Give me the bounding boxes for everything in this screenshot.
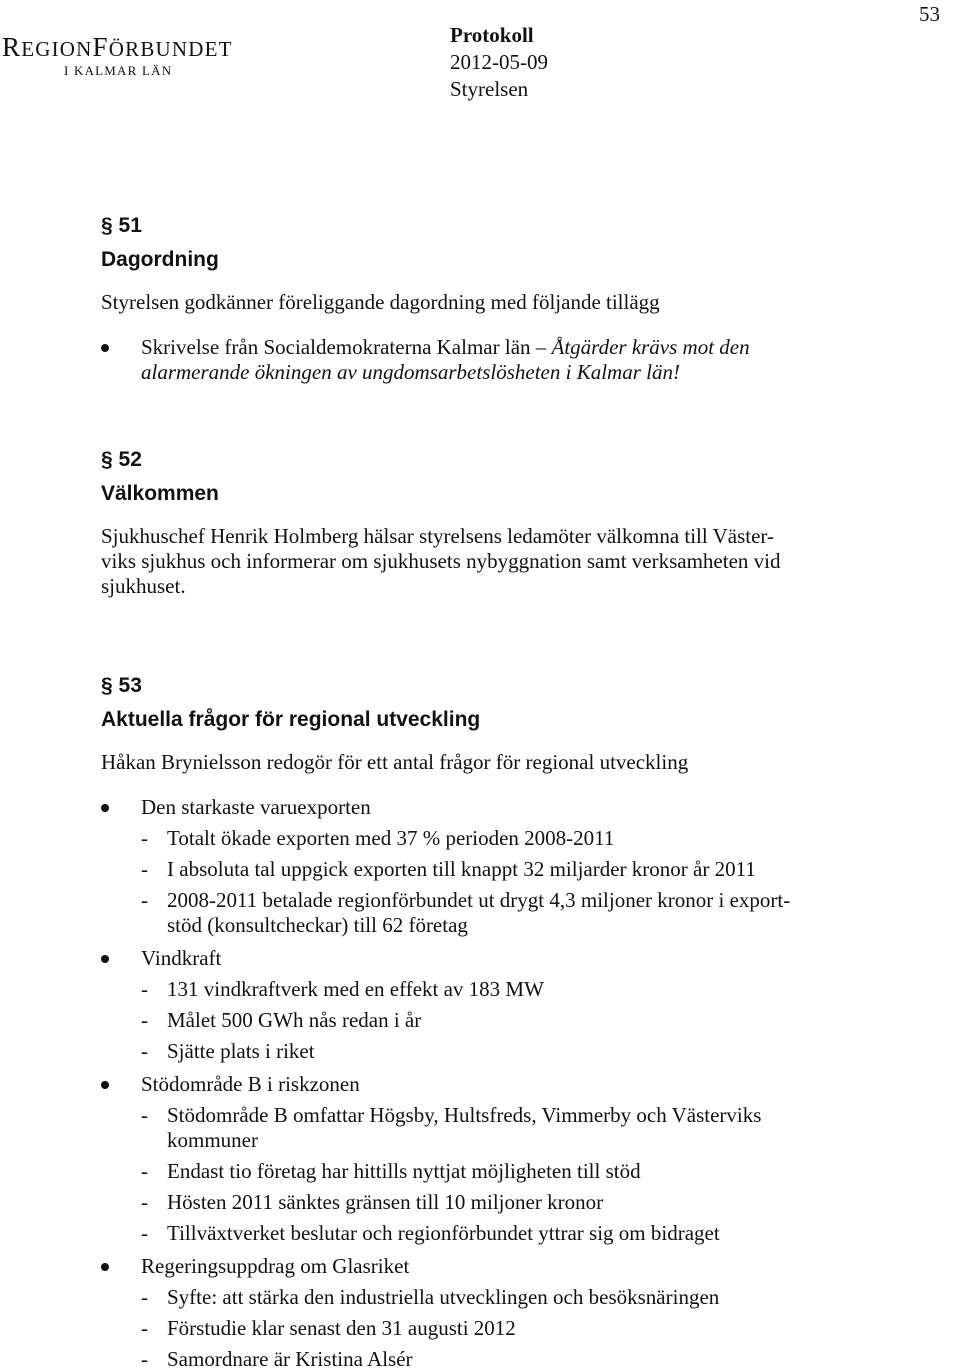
topic-item: Stödområde B i riskzonen [101, 1072, 846, 1097]
regionforbundet-logo [2, 34, 242, 79]
section-52 [101, 448, 846, 599]
sub-item: - Sjätte plats i riket [141, 1039, 315, 1063]
sub-item: - Samordnare är Kristina Alsér [141, 1347, 413, 1371]
section-intro: Håkan Brynielsson redogör för ett antal frågor för regional utveckling [101, 750, 689, 774]
sub-item: - Stödområde B omfattar Högsby, Hultsfreds, Vimmerby och Västerviks kommuner [141, 1103, 762, 1152]
document-type: Protokoll [450, 23, 534, 47]
sub-item: - Målet 500 GWh nås redan i år [141, 1008, 422, 1032]
agenda-addition-item: Skrivelse från Socialdemokraterna Kalmar län – Åtgärder krävs mot den alarmerande ökningen av ungdomsarbetslösheten i Kalmar län! [101, 335, 846, 385]
section-title: Välkommen [101, 482, 219, 505]
document-header [450, 22, 548, 103]
section-number: § 53 [101, 674, 142, 697]
topic-item: Vindkraft [101, 946, 846, 971]
section-53 [101, 674, 846, 1372]
meeting-body: Styrelsen [450, 77, 529, 101]
logo-wordmark: REGIONFÖRBUNDET [2, 32, 233, 62]
sub-item: - Totalt ökade exporten med 37 % perioden 2008-2011 [141, 826, 615, 850]
section-title: Aktuella frågor för regional utveckling [101, 708, 481, 731]
page-number: 53 [919, 2, 940, 26]
meeting-date: 2012-05-09 [450, 50, 548, 74]
sub-item: - Tillväxtverket beslutar och regionförbundet yttrar sig om bidraget [141, 1221, 720, 1245]
sub-item: - Hösten 2011 sänktes gränsen till 10 miljoner kronor [141, 1190, 604, 1214]
sub-item: - Endast tio företag har hittills nyttjat möjligheten till stöd [141, 1159, 641, 1183]
section-51 [101, 214, 846, 385]
section-title: Dagordning [101, 248, 219, 271]
sub-item: - Förstudie klar senast den 31 augusti 2012 [141, 1316, 516, 1340]
sub-item: - 131 vindkraftverk med en effekt av 183 MW [141, 977, 544, 1001]
logo-subtitle: I KALMAR LÄN [64, 63, 173, 78]
topic-item: Regeringsuppdrag om Glasriket [101, 1254, 846, 1279]
sub-item: - I absoluta tal uppgick exporten till knappt 32 miljarder kronor år 2011 [141, 857, 756, 881]
topic-item: Den starkaste varuexporten [101, 795, 846, 820]
section-text: Sjukhuschef Henrik Holmberg hälsar styrelsens ledamöter välkomna till Väster- viks sjukhus och informerar om sjukhusets nybyggnation samt verksamheten vid sjukhuset. [101, 524, 781, 598]
sub-item: - 2008-2011 betalade regionförbundet ut drygt 4,3 miljoner kronor i export- stöd (konsultcheckar) till 62 företag [141, 888, 791, 937]
section-number: § 51 [101, 214, 142, 237]
sub-item: - Syfte: att stärka den industriella utvecklingen och besöksnäringen [141, 1285, 720, 1309]
section-intro: Styrelsen godkänner föreliggande dagordning med följande tillägg [101, 290, 660, 314]
section-number: § 52 [101, 448, 142, 471]
